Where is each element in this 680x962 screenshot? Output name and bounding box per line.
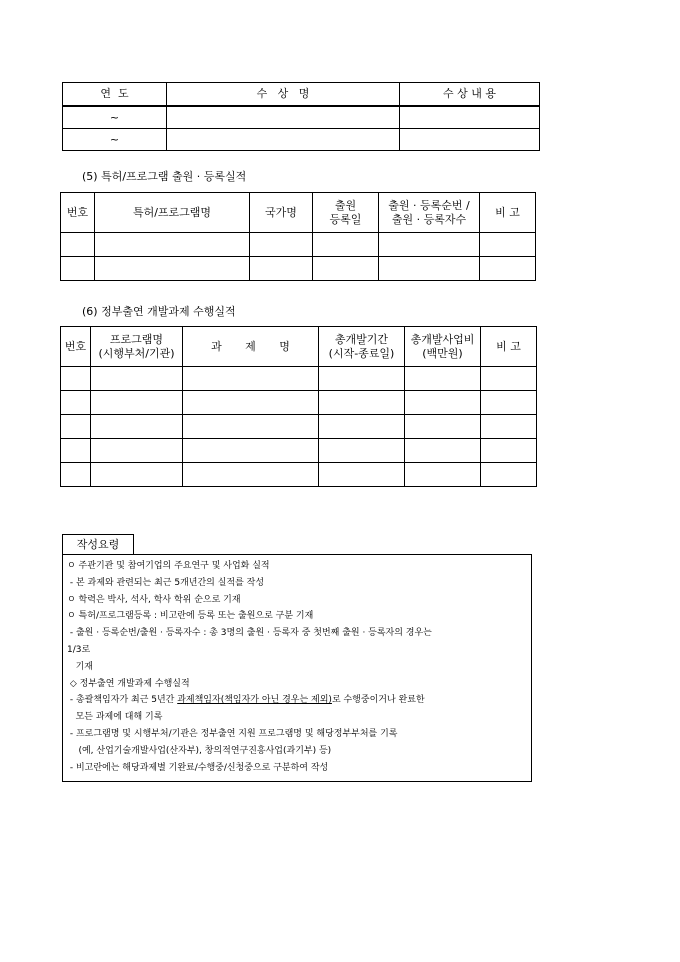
header-remarks: 비 고 (480, 193, 536, 233)
header-number: 번호 (61, 193, 95, 233)
table-cell (183, 367, 319, 391)
awards-header-row (63, 83, 540, 107)
award-name-cell (167, 129, 400, 151)
projects-header-row (61, 327, 537, 367)
table-cell (405, 367, 481, 391)
table-row (61, 463, 537, 487)
table-cell (319, 463, 405, 487)
guide-line: (예, 산업기술개발사업(산자부), 창의적연구진흥사업(과기부) 등) (67, 745, 332, 756)
table-cell (91, 367, 183, 391)
table-cell (480, 233, 536, 257)
projects-section-title: (6) 정부출연 개발과제 수행실적 (82, 305, 236, 318)
table-cell (379, 257, 480, 281)
table-cell (481, 391, 537, 415)
table-cell (481, 367, 537, 391)
table-cell (319, 391, 405, 415)
award-name-cell (167, 106, 400, 129)
guide-line: - 본 과제와 관련되는 최근 5개년간의 실적를 작성 (67, 577, 265, 588)
guide-line: 모든 과제에 대해 기록 (67, 712, 163, 723)
guide-line-part: 로 수행중이거나 완료한 (331, 695, 425, 706)
table-row (61, 367, 537, 391)
header-program-name: 프로그램명 (시행부처/기관) (91, 327, 183, 367)
header-filing-order: 출원 · 등록순번 / 출원 · 등록자수 (379, 193, 480, 233)
guide-box (62, 554, 532, 782)
header-year: 연 도 (63, 83, 167, 107)
table-cell (183, 391, 319, 415)
guide-line: 기재 (67, 661, 93, 672)
patents-section-title: (5) 특허/프로그램 출원 · 등록실적 (82, 170, 247, 183)
header-dev-cost: 총개발사업비 (백만원) (405, 327, 481, 367)
guide-line: ㅇ 주관기관 및 참여기업의 주요연구 및 사업화 실적 (67, 561, 270, 571)
table-cell (405, 391, 481, 415)
table-cell (313, 233, 379, 257)
header-number: 번호 (61, 327, 91, 367)
table-cell (319, 439, 405, 463)
table-cell (313, 257, 379, 281)
guide-line: ㅇ 학력은 박사, 석사, 학사 학위 순으로 기재 (67, 594, 241, 605)
table-cell (95, 257, 250, 281)
guide-line: ㅇ 특허/프로그램등록 : 비고란에 등록 또는 출원으로 구분 기재 (67, 611, 314, 622)
table-cell (481, 463, 537, 487)
table-cell (481, 415, 537, 439)
table-cell (91, 415, 183, 439)
table-row (63, 106, 540, 129)
guide-line-part: - 총괄책임자가 최근 5년간 (67, 695, 178, 706)
table-cell (405, 463, 481, 487)
projects-table (60, 326, 537, 487)
table-row (61, 233, 536, 257)
table-cell (250, 257, 313, 281)
table-row (61, 391, 537, 415)
table-row (61, 439, 537, 463)
year-cell: ~ (63, 106, 167, 129)
header-project-name: 과 제 명 (183, 327, 319, 367)
table-cell (405, 415, 481, 439)
table-cell (319, 415, 405, 439)
table-cell (379, 233, 480, 257)
table-cell (250, 233, 313, 257)
header-filing-date: 출원 등록일 (313, 193, 379, 233)
table-row (63, 129, 540, 151)
header-award-content: 수 상 내 용 (400, 83, 540, 107)
header-remarks: 비 고 (481, 327, 537, 367)
table-cell (480, 257, 536, 281)
table-cell (61, 391, 91, 415)
table-cell (61, 415, 91, 439)
table-cell (405, 439, 481, 463)
header-patent-name: 특허/프로그램명 (95, 193, 250, 233)
table-cell (183, 439, 319, 463)
guide-line: - 비고란에는 해당과제별 기완료/수행중/신청중으로 구분하여 작성 (67, 762, 329, 773)
award-content-cell (400, 106, 540, 129)
table-cell (61, 233, 95, 257)
table-cell (61, 367, 91, 391)
header-award-name: 수 상 명 (167, 83, 400, 107)
table-cell (481, 439, 537, 463)
year-cell: ~ (63, 129, 167, 151)
table-cell (91, 463, 183, 487)
patents-table (60, 192, 536, 281)
table-cell (61, 463, 91, 487)
table-cell (61, 257, 95, 281)
guide-tab-label: 작성요령 (62, 534, 134, 555)
guide-line: - 프로그램명 및 시행부처/기관은 정부출연 지원 프로그램명 및 해당정부부처를 기록 (67, 728, 398, 739)
patents-header-row (61, 193, 536, 233)
guide-line: - 출원 · 등록순번/출원 · 등록자수 : 총 3명의 출원 · 등록자 중 첫번째 출원 · 등록자의 경우는 (67, 628, 432, 639)
guide-line (67, 692, 527, 709)
guide-line: 1/3로 (67, 644, 91, 655)
table-cell (183, 463, 319, 487)
award-content-cell (400, 129, 540, 151)
awards-table (62, 82, 540, 151)
table-cell (61, 439, 91, 463)
table-cell (319, 367, 405, 391)
guide-underlined-text: 과제책임자(책임자가 아닌 경우는 제외) (177, 695, 332, 706)
table-row (61, 257, 536, 281)
table-row (61, 415, 537, 439)
table-cell (91, 391, 183, 415)
header-country: 국가명 (250, 193, 313, 233)
table-cell (95, 233, 250, 257)
guide-line: ◇ 정부출연 개발과제 수행실적 (67, 678, 190, 689)
table-cell (183, 415, 319, 439)
table-cell (91, 439, 183, 463)
header-dev-period: 총개발기간 (시작-종료일) (319, 327, 405, 367)
